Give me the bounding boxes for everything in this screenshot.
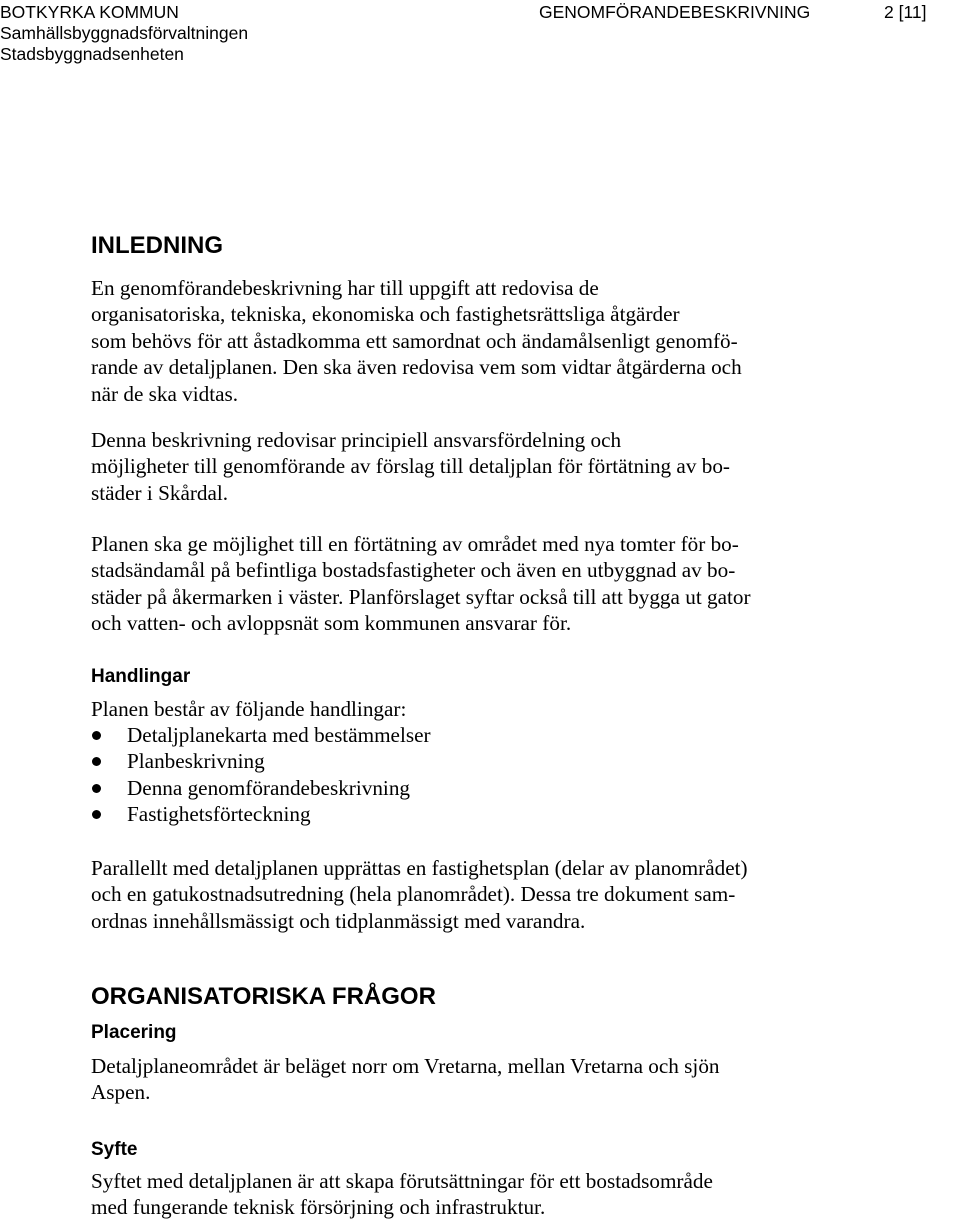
list-item-label: Denna genomförandebeskrivning — [127, 775, 411, 800]
list-item-label: Detaljplanekarta med bestämmelser — [127, 723, 431, 747]
list-item — [91, 775, 431, 801]
header-doc-title: GENOMFÖRANDEBESKRIVNING — [539, 2, 811, 22]
heading-placering: Placering — [91, 1022, 177, 1043]
bullet-icon — [92, 810, 101, 819]
header-org: BOTKYRKA KOMMUN — [0, 2, 179, 22]
text-line: Detaljplaneområdet är beläget norr om Vretarna, mellan Vretarna och sjön — [91, 1054, 720, 1078]
paragraph-handlingar — [91, 855, 748, 934]
heading-handlingar: Handlingar — [91, 666, 191, 687]
paragraph-placering — [91, 1053, 720, 1106]
text-line: städer i Skårdal. — [91, 480, 229, 505]
text-line: stadsändamål på befintliga bostadsfastigheter och även en utbyggnad av bo- — [91, 558, 736, 583]
paragraph-syfte — [91, 1168, 713, 1221]
list-item — [91, 722, 431, 748]
text-line: Parallellt med detaljplanen upprättas en fastighetsplan (delar av planområdet) — [91, 856, 748, 880]
text-line: organisatoriska, tekniska, ekonomiska och fastighetsrättsliga åtgärder — [91, 302, 680, 327]
text-line: Planen ska ge möjlighet till en förtätning av området med nya tomter för bo- — [91, 532, 739, 556]
bullet-icon — [92, 784, 101, 793]
paragraph-handlingar-intro — [91, 696, 406, 722]
bullet-icon — [92, 757, 101, 766]
text-line: Aspen. — [91, 1080, 151, 1105]
text-line: städer på åkermarken i väster. Planförslaget syftar också till att bygga ut gator — [91, 584, 751, 609]
text-line: och vatten- och avloppsnät som kommunen ansvarar för. — [91, 611, 572, 636]
header-page-number: 2 [11] — [884, 2, 927, 22]
text-line: Syftet med detaljplanen är att skapa förutsättningar för ett bostadsområde — [91, 1169, 713, 1193]
heading-inledning: INLEDNING — [91, 232, 223, 259]
text-line: ordnas innehållsmässigt och tidplanmässigt med varandra. — [91, 908, 586, 933]
handlingar-list — [91, 722, 431, 828]
header-dept: Samhällsbyggnadsförvaltningen — [0, 23, 249, 43]
header-unit: Stadsbyggnadsenheten — [0, 44, 184, 64]
heading-organisatoriska-fragor: ORGANISATORISKA FRÅGOR — [91, 983, 436, 1010]
list-item-label: Fastighetsförteckning — [127, 802, 311, 827]
text-line: när de ska vidtas. — [91, 381, 239, 406]
bullet-icon — [92, 731, 101, 740]
list-item-label: Planbeskrivning — [127, 749, 265, 774]
text-line: som behövs för att åstadkomma ett samordnat och ändamålsenligt genomfö- — [91, 328, 738, 353]
text-line: med fungerande teknisk försörjning och infrastruktur. — [91, 1195, 546, 1220]
list-item — [91, 801, 431, 827]
paragraph-inledning-3 — [91, 531, 751, 637]
text-line: Denna beskrivning redovisar principiell ansvarsfördelning och — [91, 428, 622, 452]
text-line: Planen består av följande handlingar: — [91, 697, 407, 721]
paragraph-inledning-2 — [91, 427, 730, 506]
text-line: En genomförandebeskrivning har till uppgift att redovisa de — [91, 276, 599, 300]
text-line: rande av detaljplanen. Den ska även redovisa vem som vidtar åtgärderna och — [91, 355, 742, 380]
list-item — [91, 748, 431, 774]
paragraph-inledning-1 — [91, 275, 742, 407]
text-line: och en gatukostnadsutredning (hela planområdet). Dessa tre dokument sam- — [91, 882, 736, 907]
text-line: möjligheter till genomförande av förslag till detaljplan för förtätning av bo- — [91, 454, 730, 479]
heading-syfte: Syfte — [91, 1139, 138, 1160]
